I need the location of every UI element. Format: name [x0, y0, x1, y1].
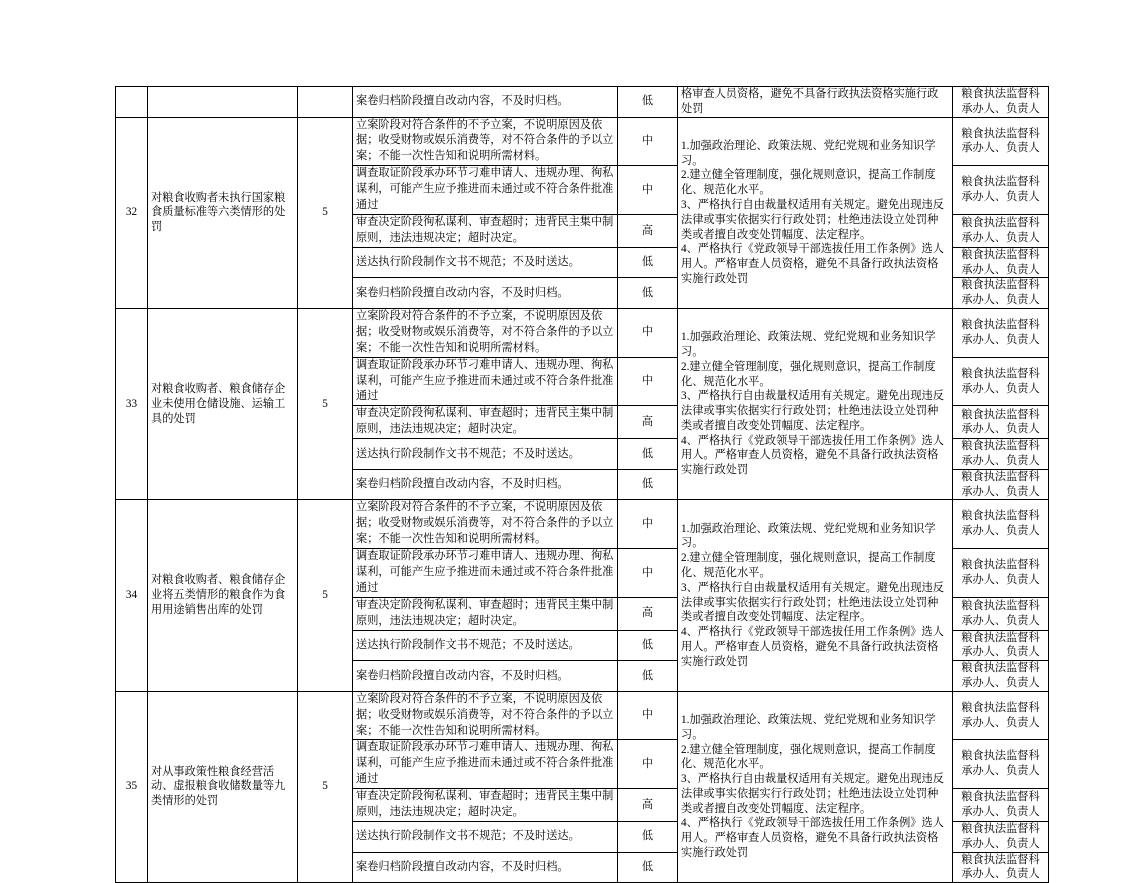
department-name: 粮食执法监督科	[961, 127, 1040, 140]
responsible-person: 承办人、负责人	[961, 333, 1040, 346]
cell-department	[953, 117, 1049, 166]
measure-line-1: 1.加强政治理论、政策法规、党纪党规和业务知识学习。	[681, 331, 936, 358]
responsible-person: 承办人、负责人	[961, 191, 1040, 204]
responsible-person: 承办人、负责人	[961, 868, 1040, 881]
cell-item: 对粮食收购者、粮食储存企业未使用仓储设施、运输工具的处罚	[148, 308, 298, 499]
cell-measures	[678, 500, 953, 691]
responsible-person: 承办人、负责人	[961, 485, 1040, 498]
cell-count	[298, 87, 353, 118]
table-row	[116, 500, 1049, 549]
cell-item	[148, 87, 298, 118]
department-name: 粮食执法监督科	[961, 559, 1040, 572]
risk-control-table	[115, 86, 1049, 883]
cell-risk-level: 中	[618, 357, 678, 406]
responsible-person: 承办人、负责人	[961, 676, 1040, 689]
cell-department	[953, 278, 1049, 309]
department-name: 粮食执法监督科	[961, 470, 1040, 483]
cell-risk-level: 低	[618, 661, 678, 692]
cell-no: 34	[116, 500, 148, 691]
responsible-person: 承办人、负责人	[961, 423, 1040, 436]
cell-count: 5	[298, 308, 353, 499]
responsible-person: 承办人、负责人	[961, 573, 1040, 586]
cell-department	[953, 357, 1049, 406]
cell-risk-level: 中	[618, 549, 678, 598]
cell-risk-desc: 调查取证阶段承办环节刁难申请人、违规办理、徇私谋利，可能产生应予推进而未通过或不符合条件批准通过	[353, 166, 618, 215]
responsible-person: 承办人、负责人	[961, 102, 1040, 115]
table-row	[116, 691, 1049, 740]
cell-risk-desc: 调查取证阶段承办环节刁难申请人、违规办理、徇私谋利，可能产生应予推进而未通过或不符合条件批准通过	[353, 740, 618, 789]
cell-risk-desc: 案卷归档阶段擅自改动内容，不及时归档。	[353, 852, 618, 883]
cell-risk-desc: 审查决定阶段徇私谋利、审查超时；违背民主集中制原则，违法违规决定；超时决定。	[353, 789, 618, 822]
cell-department	[953, 166, 1049, 215]
cell-count: 5	[298, 500, 353, 691]
cell-item: 对粮食收购者未执行国家粮食质量标准等六类情形的处罚	[148, 117, 298, 308]
cell-risk-desc: 案卷归档阶段擅自改动内容，不及时归档。	[353, 278, 618, 309]
cell-department	[953, 549, 1049, 598]
table-row	[116, 117, 1049, 166]
cell-risk-level: 高	[618, 215, 678, 248]
cell-risk-desc: 调查取证阶段承办环节刁难申请人、违规办理、徇私谋利，可能产生应予推进而未通过或不符合条件批准通过	[353, 357, 618, 406]
department-name: 粮食执法监督科	[961, 279, 1040, 292]
measure-line-3: 3、严格执行自由裁量权适用有关规定。避免出现违反法律或事实依据实行行政处罚；杜绝违法设立处罚种类或者擅自改变处罚幅度、法定程序。	[681, 773, 944, 815]
cell-risk-desc: 调查取证阶段承办环节刁难申请人、违规办理、徇私谋利，可能产生应予推进而未通过或不符合条件批准通过	[353, 549, 618, 598]
cell-risk-level: 低	[618, 87, 678, 118]
department-name: 粮食执法监督科	[961, 408, 1040, 421]
cell-risk-desc: 送达执行阶段制作文书不规范；不及时送达。	[353, 821, 618, 852]
cell-no	[116, 87, 148, 118]
department-name: 粮食执法监督科	[961, 248, 1040, 261]
cell-item: 对从事政策性粮食经营活动、虚报粮食收储数量等九类情形的处罚	[148, 691, 298, 882]
cell-risk-level: 中	[618, 740, 678, 789]
cell-department	[953, 406, 1049, 439]
measure-line-2: 2.建立健全管理制度，强化规则意识，提高工作制度化、规范化水平。	[681, 360, 936, 388]
responsible-person: 承办人、负责人	[961, 806, 1040, 819]
responsible-person: 承办人、负责人	[961, 716, 1040, 729]
cell-risk-level: 高	[618, 789, 678, 822]
cell-risk-desc: 审查决定阶段徇私谋利、审查超时；违背民主集中制原则，违法违规决定；超时决定。	[353, 406, 618, 439]
cell-risk-level: 低	[618, 278, 678, 309]
cell-risk-desc: 审查决定阶段徇私谋利、审查超时；违背民主集中制原则，违法违规决定；超时决定。	[353, 215, 618, 248]
cell-risk-desc: 案卷归档阶段擅自改动内容，不及时归档。	[353, 87, 618, 118]
cell-risk-level: 高	[618, 406, 678, 439]
cell-risk-desc: 送达执行阶段制作文书不规范；不及时送达。	[353, 247, 618, 278]
cell-department	[953, 500, 1049, 549]
cell-no: 35	[116, 691, 148, 882]
cell-risk-level: 中	[618, 500, 678, 549]
cell-risk-level: 高	[618, 597, 678, 630]
cell-department	[953, 469, 1049, 500]
cell-risk-level: 低	[618, 821, 678, 852]
responsible-person: 承办人、负责人	[961, 231, 1040, 244]
cell-department	[953, 630, 1049, 661]
responsible-person: 承办人、负责人	[961, 765, 1040, 778]
cell-risk-desc: 送达执行阶段制作文书不规范；不及时送达。	[353, 630, 618, 661]
cell-department	[953, 852, 1049, 883]
table-row	[116, 308, 1049, 357]
department-name: 粮食执法监督科	[961, 440, 1040, 453]
cell-risk-desc: 审查决定阶段徇私谋利、审查超时；违背民主集中制原则，违法违规决定；超时决定。	[353, 597, 618, 630]
measure-line-4: 4、严格执行《党政领导干部选拔任用工作条例》选人用人。严格审查人员资格，避免不具备行政执法资格实施行政处罚	[681, 626, 944, 668]
cell-no: 33	[116, 308, 148, 499]
cell-count: 5	[298, 117, 353, 308]
cell-risk-level: 中	[618, 308, 678, 357]
responsible-person: 承办人、负责人	[961, 263, 1040, 276]
measure-line-1: 1.加强政治理论、政策法规、党纪党规和业务知识学习。	[681, 139, 936, 167]
responsible-person: 承办人、负责人	[961, 525, 1040, 538]
cell-risk-desc: 立案阶段对符合条件的不予立案，不说明原因及依据；收受财物或娱乐消费等，对不符合条件的予以立案；不能一次性告知和说明所需材料。	[353, 691, 618, 740]
department-name: 粮食执法监督科	[961, 701, 1040, 714]
department-name: 粮食执法监督科	[961, 662, 1040, 675]
measure-line-1: 1.加强政治理论、政策法规、党纪党规和业务知识学习。	[681, 522, 936, 550]
cell-department	[953, 740, 1049, 789]
department-name: 粮食执法监督科	[961, 599, 1040, 612]
responsible-person: 承办人、负责人	[961, 837, 1040, 850]
cell-department	[953, 308, 1049, 357]
department-name: 粮食执法监督科	[961, 88, 1040, 100]
cell-department	[953, 215, 1049, 248]
cell-risk-level: 低	[618, 469, 678, 500]
measure-line-3: 3、严格执行自由裁量权适用有关规定。避免出现违反法律或事实依据实行行政处罚；杜绝违法设立处罚种类或者擅自改变处罚幅度、法定程序。	[681, 581, 944, 624]
cell-department	[953, 691, 1049, 740]
measure-line-4: 4、严格执行《党政领导干部选拔任用工作条例》选人用人。严格审查人员资格，避免不具备行政执法资格实施行政处罚	[681, 817, 944, 859]
department-name: 粮食执法监督科	[961, 217, 1040, 230]
department-name: 粮食执法监督科	[961, 750, 1040, 763]
department-name: 粮食执法监督科	[961, 791, 1040, 804]
measure-line-1: 1.加强政治理论、政策法规、党纪党规和业务知识学习。	[681, 713, 936, 741]
cell-risk-level: 中	[618, 691, 678, 740]
measure-line-2: 2.建立健全管理制度，强化规则意识，提高工作制度化、规范化水平。	[681, 552, 936, 579]
cell-count: 5	[298, 691, 353, 882]
department-name: 粮食执法监督科	[961, 822, 1040, 835]
cell-department	[953, 439, 1049, 470]
cell-measures	[678, 308, 953, 499]
department-name: 粮食执法监督科	[961, 176, 1040, 189]
cell-measures	[678, 117, 953, 308]
cell-measures: 格审查人员资格，避免不具备行政执法资格实施行政处罚	[678, 87, 953, 118]
cell-measures	[678, 691, 953, 882]
cell-risk-level: 低	[618, 247, 678, 278]
cell-department	[953, 661, 1049, 692]
cell-risk-level: 低	[618, 439, 678, 470]
cell-no: 32	[116, 117, 148, 308]
department-name: 粮食执法监督科	[961, 367, 1040, 380]
department-name: 粮食执法监督科	[961, 631, 1040, 644]
responsible-person: 承办人、负责人	[961, 646, 1040, 659]
department-name: 粮食执法监督科	[961, 853, 1040, 866]
responsible-person: 承办人、负责人	[961, 614, 1040, 627]
measure-line-4: 4、严格执行《党政领导干部选拔任用工作条例》选人用人。严格审查人员资格，避免不具备行政执法资格实施行政处罚	[681, 434, 944, 477]
table-row	[116, 87, 1049, 118]
cell-risk-desc: 立案阶段对符合条件的不予立案，不说明原因及依据；收受财物或娱乐消费等，对不符合条件的予以立案；不能一次性告知和说明所需材料。	[353, 500, 618, 549]
cell-risk-level: 中	[618, 117, 678, 166]
measure-line-4: 4、严格执行《党政领导干部选拔任用工作条例》选人用人。严格审查人员资格，避免不具备行政执法资格实施行政处罚	[681, 243, 944, 285]
cell-risk-level: 低	[618, 852, 678, 883]
cell-item: 对粮食收购者、粮食储存企业将五类情形的粮食作为食用用途销售出库的处罚	[148, 500, 298, 691]
measure-line-3: 3、严格执行自由裁量权适用有关规定。避免出现违反法律或事实依据实行行政处罚；杜绝违法设立处罚种类或者擅自改变处罚幅度、法定程序。	[681, 198, 944, 241]
cell-risk-desc: 立案阶段对符合条件的不予立案，不说明原因及依据；收受财物或娱乐消费等，对不符合条件的予以立案；不能一次性告知和说明所需材料。	[353, 308, 618, 357]
measure-line-3: 3、严格执行自由裁量权适用有关规定。避免出现违反法律或事实依据实行行政处罚；杜绝违法设立处罚种类或者擅自改变处罚幅度、法定程序。	[681, 390, 944, 432]
cell-risk-desc: 案卷归档阶段擅自改动内容，不及时归档。	[353, 469, 618, 500]
responsible-person: 承办人、负责人	[961, 294, 1040, 307]
cell-risk-desc: 案卷归档阶段擅自改动内容，不及时归档。	[353, 661, 618, 692]
measure-line-2: 2.建立健全管理制度，强化规则意识，提高工作制度化、规范化水平。	[681, 743, 936, 771]
cell-department	[953, 87, 1049, 118]
cell-department	[953, 597, 1049, 630]
cell-risk-desc: 送达执行阶段制作文书不规范；不及时送达。	[353, 439, 618, 470]
responsible-person: 承办人、负责人	[961, 382, 1040, 395]
cell-department	[953, 821, 1049, 852]
cell-department	[953, 247, 1049, 278]
responsible-person: 承办人、负责人	[961, 454, 1040, 467]
cell-department	[953, 789, 1049, 822]
cell-risk-level: 低	[618, 630, 678, 661]
measure-line-2: 2.建立健全管理制度，强化规则意识，提高工作制度化、规范化水平。	[681, 169, 936, 197]
department-name: 粮食执法监督科	[961, 319, 1040, 332]
responsible-person: 承办人、负责人	[961, 142, 1040, 155]
cell-risk-desc: 立案阶段对符合条件的不予立案，不说明原因及依据；收受财物或娱乐消费等，对不符合条件的予以立案；不能一次性告知和说明所需材料。	[353, 117, 618, 166]
cell-risk-level: 中	[618, 166, 678, 215]
department-name: 粮食执法监督科	[961, 510, 1040, 523]
